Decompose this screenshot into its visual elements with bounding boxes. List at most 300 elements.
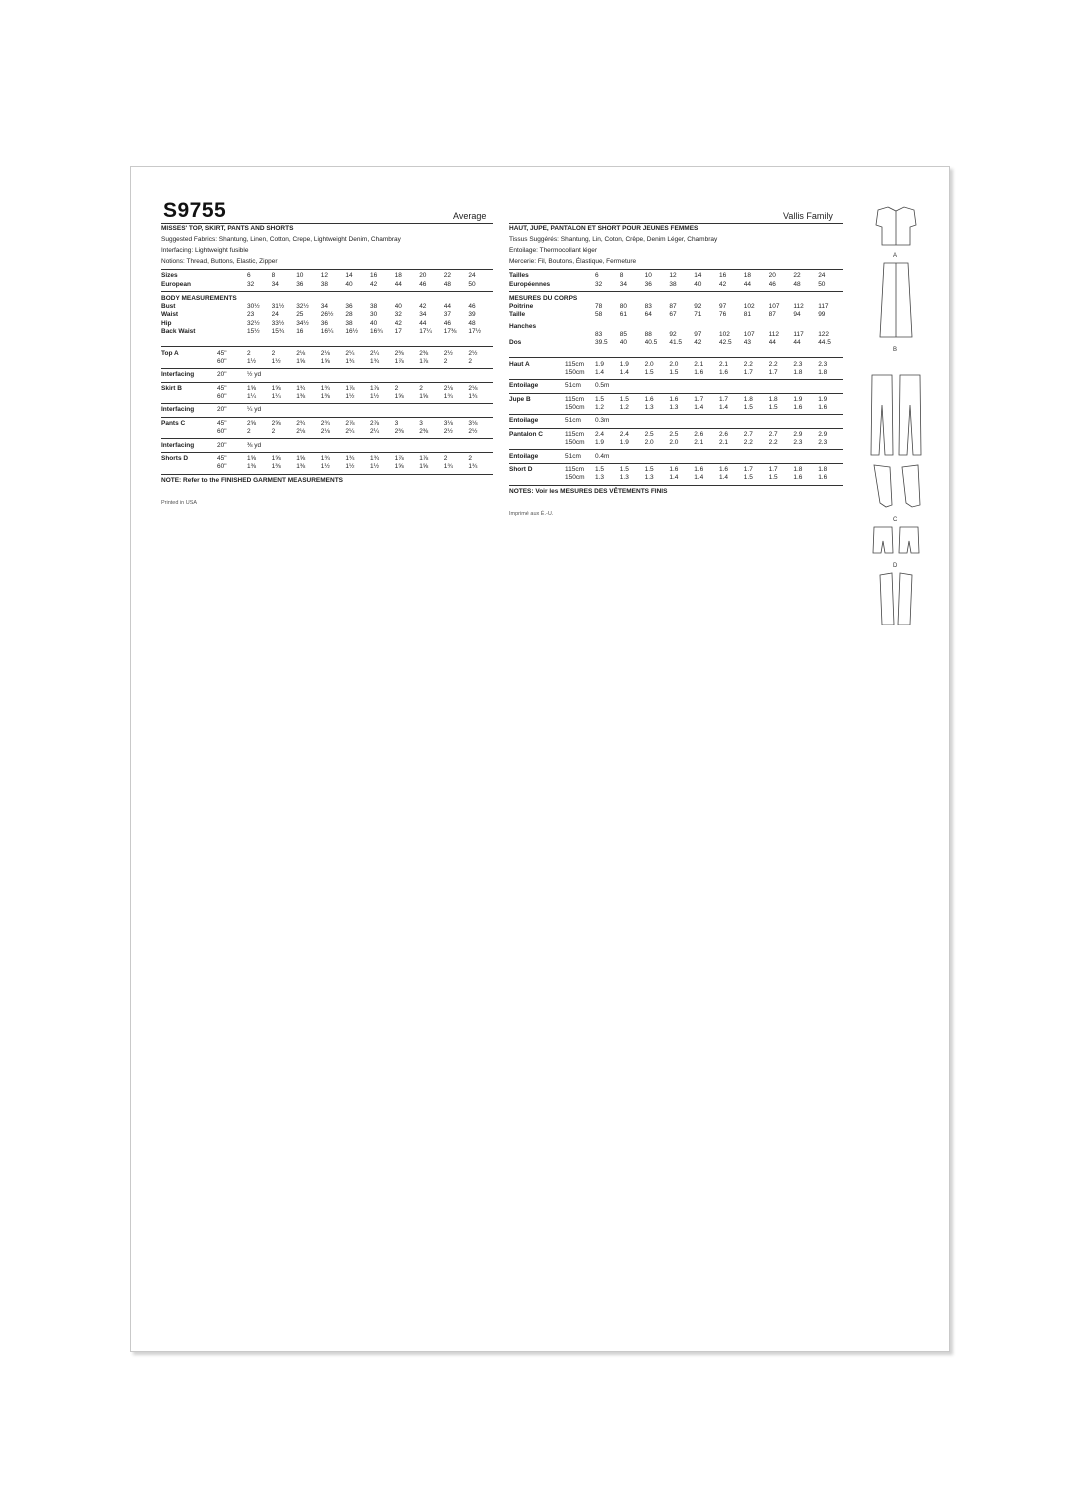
cell: 1.2 [595,404,605,412]
yardage-row [509,396,843,404]
yardage-row [509,474,843,482]
cell: 97 [694,330,702,338]
cell: 32 [595,280,603,288]
cell: 38 [669,280,677,288]
cell: 1⅝ [419,393,429,401]
cell: 1⅝ [247,455,257,463]
cell: 31½ [271,302,285,310]
cell: 87 [669,302,677,310]
yardage-row [509,417,843,425]
cell: 0.4m [595,452,610,460]
cell: 2⅛ [468,384,478,392]
cell: 32 [247,280,255,288]
row-label: Top A [161,349,179,357]
cell: 1.9 [619,360,629,368]
cell: 1.8 [793,466,803,474]
row-width: 115cm [565,360,585,368]
cell: 1¾ [320,384,330,392]
cell: 2.1 [718,439,729,447]
cell: 44 [394,280,402,288]
cell: 17¼ [419,328,432,336]
cell: 2.2 [743,360,753,368]
cell: 1¾ [443,463,453,471]
cell: 40 [345,280,353,288]
cell: 1.3 [644,474,654,482]
cell: 2 [419,384,423,392]
yardage-row [161,371,493,379]
cell: 42 [694,339,702,347]
cell: 1.6 [694,466,704,474]
cell: 1¾ [296,384,306,392]
cell: 1½ [247,357,257,365]
cell: 1.7 [718,395,729,403]
cell: 92 [694,302,702,310]
cell: 1.9 [818,395,828,403]
yardage-row [509,404,843,412]
cell: 1.6 [793,474,803,482]
row-label: European [161,280,191,288]
cell: 38 [320,280,329,288]
cell: 1.6 [818,474,828,482]
divider [509,414,843,415]
cell: 1.6 [669,395,679,403]
cell: 32½ [296,302,309,310]
cell: 40 [394,302,402,310]
cell: 97 [718,302,727,310]
row-width: 150cm [565,474,585,482]
cell: 20 [768,272,776,280]
cell: 38 [345,319,353,327]
cell: 1.5 [644,466,654,474]
cell: 1.5 [644,368,654,376]
cell: 2.7 [743,430,753,438]
section-title: MISSES' TOP, SKIRT, PANTS AND SHORTS [161,223,493,233]
cell: 46 [443,319,452,327]
cell: 10 [296,272,304,280]
cell: 2.9 [818,430,828,438]
yardage-row [161,406,493,414]
cell: 2¾ [296,419,306,427]
cell: 17 [394,328,402,336]
cell: 1.6 [718,466,729,474]
row-width: 51cm [565,452,581,460]
cell: 18 [394,272,402,280]
cell: 1¾ [345,357,355,365]
cell: 17½ [468,328,482,336]
cell: 1.5 [768,404,778,412]
divider [161,417,493,418]
cell: 2 [394,384,399,392]
cell: 42 [394,319,402,327]
cell: 1.8 [768,395,778,403]
cell: 1¼ [271,393,281,401]
cell: 46 [468,302,476,310]
cell: 1.8 [793,368,803,376]
cell: 1.8 [818,368,828,376]
cell: 1½ [345,463,355,471]
cell: 1⅝ [271,455,281,463]
cell: 14 [694,272,702,280]
technical-drawings [866,205,926,625]
cell: 102 [743,302,755,310]
divider [509,463,843,464]
cell: 12 [320,272,329,280]
cell: 2.1 [718,360,729,368]
body-measurement-row [161,328,493,336]
shorts-d-back-drawing [899,527,919,553]
yardage-row [509,360,843,368]
cell: 39 [468,311,476,319]
cell: 2.3 [818,439,828,447]
cell: 33½ [271,319,285,327]
cell: 1¾ [345,455,355,463]
cell: 2.5 [669,430,679,438]
row-width: 115cm [565,395,585,403]
cell: 1.4 [694,404,704,412]
cell: 83 [595,330,603,338]
note-text: NOTES: Voir les MESURES DES VÊTEMENTS FINIS [509,487,668,495]
cell: 1.6 [644,395,654,403]
body-measurements-title: BODY MEASUREMENTS [161,294,237,302]
size-row [161,272,493,280]
cell: 2⅛ [296,428,306,436]
cell: 83 [644,302,652,310]
cell: 2 [443,455,448,463]
cell: 1.7 [768,368,778,376]
row-width: 115cm [565,466,585,474]
body-measurement-row [161,311,493,319]
cell: 85 [619,330,628,338]
cell: 1.4 [718,474,729,482]
cell: 117 [793,330,804,338]
cell: 32½ [247,319,260,327]
yardage-row [161,455,493,463]
cell: 2¼ [370,349,380,357]
row-label: Hip [161,319,172,327]
cell: 40 [619,339,628,347]
notions-text: Mercerie: Fil, Boutons, Élastique, Fermeture [509,258,637,265]
cell: 34 [419,311,427,319]
hip-row [509,331,843,339]
cell: 2⅜ [394,428,404,436]
row-label: Interfacing [161,406,195,414]
cell: 2.0 [669,439,679,447]
row-width: 45" [217,419,227,427]
yardage-row [161,385,493,393]
row-label: Pantalon C [509,430,543,438]
cell: 24 [818,272,826,280]
cell: 1⅞ [370,384,380,392]
row-label: Européennes [509,280,551,288]
hip-label: Hanches [509,322,537,330]
cell: 2.4 [595,430,605,438]
row-label: Tailles [509,272,529,280]
cell: 99 [818,311,826,319]
row-label: Entoilage [509,452,539,460]
cell: 34 [619,280,628,288]
cell: 1⅜ [296,393,306,401]
cell: 1¼ [247,393,257,401]
cell: 40.5 [644,339,658,347]
cell: 1⅞ [419,455,429,463]
cell: 122 [818,330,830,338]
cell: 1.6 [718,368,729,376]
cell: 1⅞ [394,357,404,365]
cell: 2⅜ [419,349,429,357]
cell: 2⅝ [271,419,281,427]
cell: 1.4 [669,474,679,482]
cell: 71 [694,311,702,319]
cell: 1.6 [793,404,803,412]
row-label: Interfacing [161,371,195,379]
yardage-row [509,466,843,474]
row-width: 20" [217,441,227,449]
cell: 24 [468,272,476,280]
cell: 44.5 [818,339,831,347]
cell: 1⅝ [394,393,404,401]
cell: 40 [694,280,702,288]
cell: 1.3 [619,474,629,482]
divider [161,403,493,404]
divider [161,291,493,292]
cell: 1.7 [768,466,778,474]
cell: 42 [370,280,378,288]
cell: 2 [271,428,276,436]
cell: 1.7 [743,368,753,376]
cell: 2⅛ [320,349,330,357]
cell: 3 [419,419,423,427]
cell: 1¾ [370,357,380,365]
row-width: 60" [217,428,227,436]
cell: 1¾ [370,455,380,463]
cell: 6 [595,272,599,280]
cell: 1.4 [619,368,629,376]
cell: 2.6 [718,430,729,438]
cell: 12 [669,272,677,280]
cell: 1.3 [669,404,679,412]
divider [509,449,843,450]
cell: 67 [669,311,677,319]
notions-text: Notions: Thread, Buttons, Elastic, Zipper [161,258,278,265]
cell: 42 [718,280,727,288]
cell: 3 [394,419,399,427]
cell: 37 [443,311,452,319]
cell: 2.3 [818,360,828,368]
cell: 1.5 [595,395,605,403]
cell: 16 [370,272,378,280]
cell: 2¼ [345,428,355,436]
cell: 46 [768,280,776,288]
cell: 1¾ [320,455,330,463]
cell: 1½ [345,393,355,401]
cell: 2 [247,349,251,357]
cell: 2.1 [694,360,704,368]
row-label: Waist [161,311,179,319]
cell: 16¼ [320,328,334,336]
pattern-sheet [130,166,950,1352]
cell: 34½ [296,319,309,327]
cell: 2.0 [669,360,679,368]
cell: 2½ [443,349,453,357]
cell: 78 [595,302,603,310]
cell: 1.9 [595,360,605,368]
divider [161,382,493,383]
cell: 50 [818,280,826,288]
cell: 18 [743,272,752,280]
row-label: Short D [509,466,533,474]
cell: 2⅝ [247,419,257,427]
cell: 38 [370,302,378,310]
cell: 102 [718,330,730,338]
note-text: NOTE: Refer to the FINISHED GARMENT MEASUREMENTS [161,476,344,484]
cell: 1.6 [818,404,828,412]
shorts-d-front-drawing [873,527,893,553]
yardage-row [161,441,493,449]
row-label: Back Waist [161,328,196,336]
cell: 1.9 [595,439,605,447]
cell: 58 [595,311,603,319]
cell: 1.6 [669,466,679,474]
yardage-row [509,452,843,460]
cell: 1¾ [468,393,478,401]
cell: 2 [468,357,473,365]
body-measurements-title: MESURES DU CORPS [509,294,578,302]
divider [161,346,493,347]
cell: 2.3 [793,439,803,447]
cell: 22 [793,272,801,280]
cell: 1⅞ [419,357,429,365]
yardage-row [509,431,843,439]
cell: 42 [419,302,427,310]
cell: 1.5 [768,474,778,482]
cell: 2.6 [694,430,704,438]
row-width: 150cm [565,368,585,376]
cell: 1⅝ [419,463,429,471]
cell: ⅜ yd [247,441,262,449]
cell: 1⅝ [394,463,404,471]
cell: 46 [419,280,427,288]
row-label: Pants C [161,419,186,427]
cell: 2½ [443,428,453,436]
european-size-row [161,280,493,288]
cell: ¼ yd [247,406,262,414]
body-measurement-row [509,311,843,319]
european-size-row [509,280,843,288]
cell: 36 [296,280,304,288]
divider [509,357,843,358]
yardage-row [161,463,493,471]
cell: 16 [718,272,727,280]
view-letter-b: B [893,347,898,353]
row-label: Taille [509,311,526,319]
cell: 2.5 [644,430,654,438]
cell: 1⅜ [271,463,281,471]
english-column [161,223,493,507]
cell: 1.2 [619,404,629,412]
view-letter-c: C [893,517,898,523]
pants-c-front-drawing [871,375,893,455]
yardage-row [161,420,493,428]
cell: 30 [370,311,378,319]
cell: 2⅞ [370,419,380,427]
cell: 2.4 [619,430,629,438]
view-letter-a: A [893,253,898,259]
cell: 44 [443,302,452,310]
cell: 2½ [468,428,478,436]
cell: 16½ [345,328,359,336]
cell: 1½ [271,357,281,365]
cell: 17⅜ [443,328,457,336]
cell: 15¾ [271,328,285,336]
body-measurement-row [161,303,493,311]
cell: 1½ [320,463,330,471]
cell: 44 [743,280,752,288]
cell: 1.4 [694,474,704,482]
yardage-row [161,428,493,436]
divider [161,438,493,439]
cell: 16¾ [370,328,383,336]
cell: 1⅝ [271,384,281,392]
row-label: Dos [509,339,522,347]
cell: 8 [271,272,276,280]
cell: 34 [271,280,279,288]
cell: 1.5 [669,368,679,376]
cell: 2.2 [768,439,778,447]
cell: 20 [419,272,427,280]
interfacing-text: Entoilage: Thermocollant léger [509,247,598,254]
yardage-row [509,382,843,390]
row-width: 45" [217,384,227,392]
cell: 2¼ [370,428,380,436]
cell: 2.3 [793,360,803,368]
cell: 2.2 [768,360,778,368]
cell: 1⅝ [247,384,257,392]
cell: 2.1 [694,439,704,447]
cell: 2¼ [345,349,355,357]
cell: 2 [247,428,251,436]
row-label: Entoilage [509,382,539,390]
row-width: 45" [217,349,227,357]
cell: 92 [669,330,677,338]
row-label: Skirt B [161,384,182,392]
row-label: Interfacing [161,441,195,449]
brand-left: Average [453,211,487,221]
cell: 24 [271,311,279,319]
cell: 1.7 [743,466,753,474]
cell: 36 [320,319,329,327]
cell: 76 [718,311,727,319]
cell: 107 [768,302,780,310]
cell: 1.5 [743,474,753,482]
cell: 1.7 [694,395,704,403]
divider [509,291,843,292]
pattern-code: S9755 [163,199,227,222]
cell: 1.8 [743,395,753,403]
cell: 25 [296,311,304,319]
row-width: 150cm [565,404,585,412]
cell: 94 [793,311,801,319]
cell: 2½ [468,349,478,357]
cell: 43 [743,339,752,347]
cell: 1⅞ [345,384,355,392]
cell: 15½ [247,328,260,336]
cell: 48 [468,319,476,327]
row-width: 20" [217,406,227,414]
french-column [509,223,843,518]
cell: 44 [419,319,427,327]
row-width: 60" [217,357,227,365]
fabrics-text: Tissus Suggérés: Shantung, Lin, Coton, Crêpe, Denim Léger, Chambray [509,236,718,243]
